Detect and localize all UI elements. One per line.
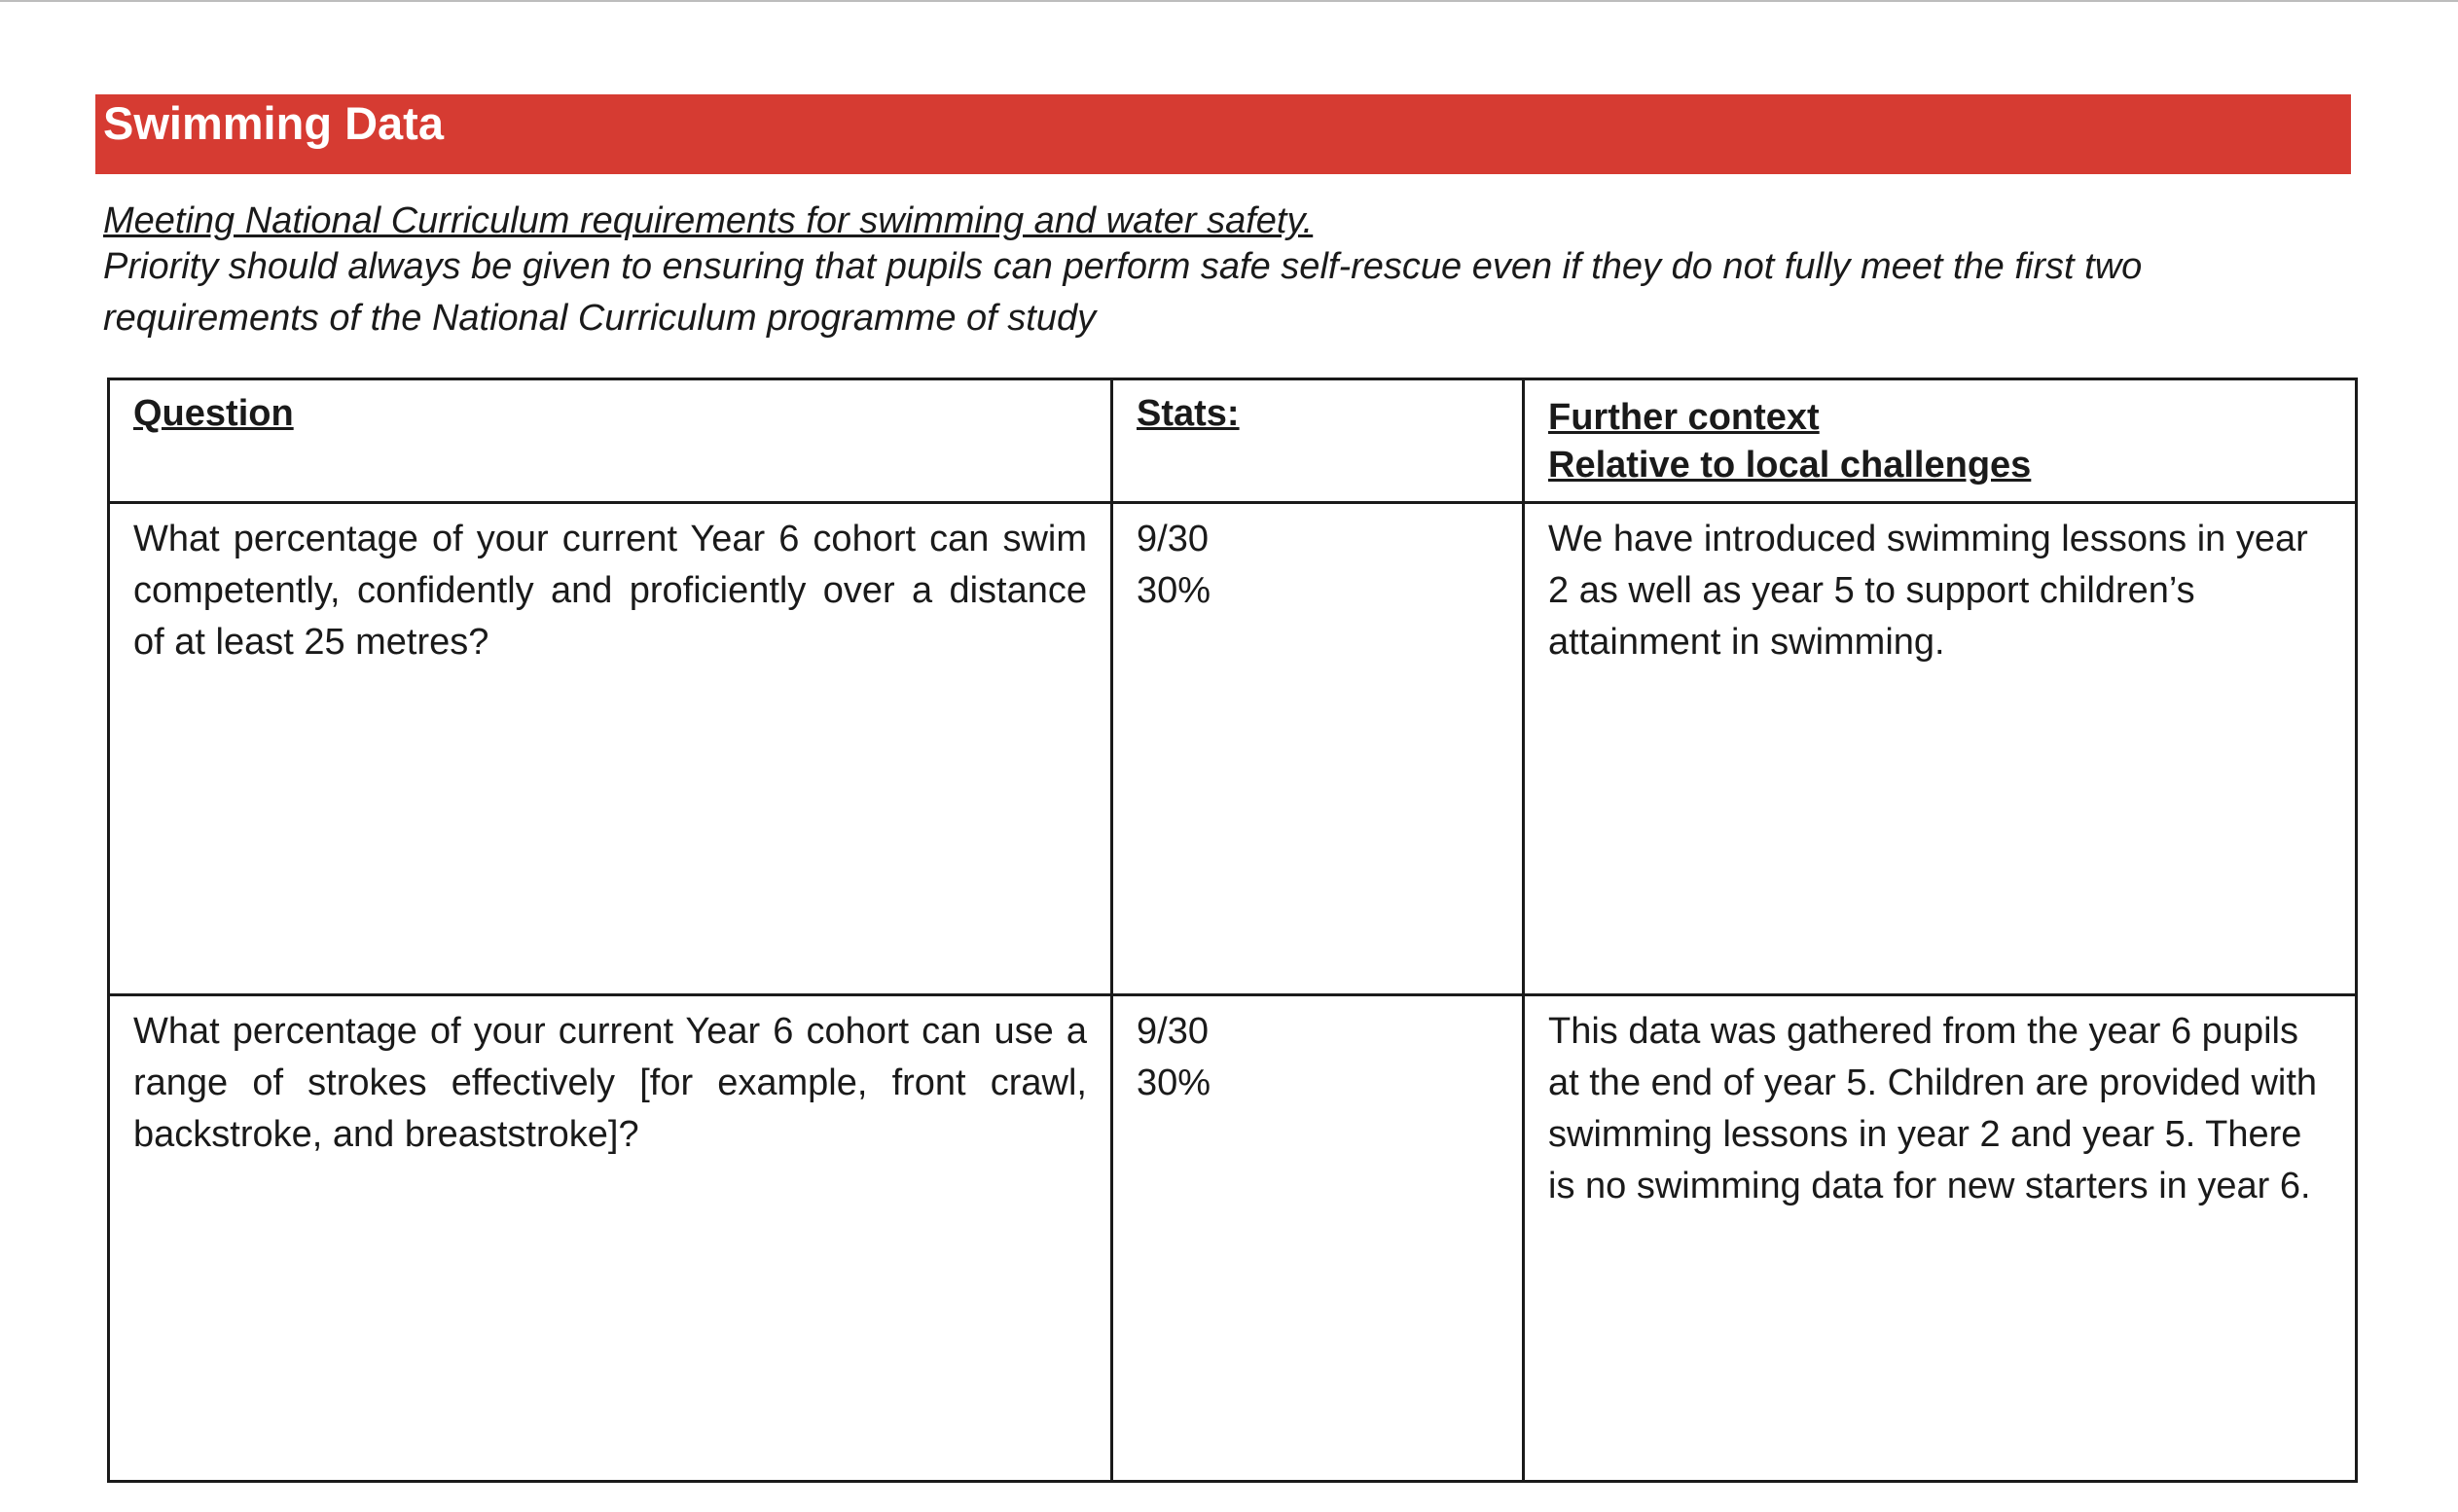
header-question: Question xyxy=(133,393,294,434)
header-stats-cell xyxy=(1112,379,1524,503)
stat-fraction: 9/30 xyxy=(1137,1011,1209,1052)
table-row xyxy=(109,503,2357,995)
intro-text xyxy=(103,200,2370,344)
swimming-data-table xyxy=(107,378,2358,1483)
stat-fraction: 9/30 xyxy=(1137,519,1209,559)
intro-subheading: Meeting National Curriculum requirements for swimming and water safety. xyxy=(103,200,1314,241)
section-banner xyxy=(95,94,2351,174)
intro-note-line-2: requirements of the National Curriculum programme of study xyxy=(103,298,1097,339)
header-context-cell xyxy=(1524,379,2357,503)
header-question-cell xyxy=(109,379,1112,503)
stats-cell xyxy=(1112,503,1524,995)
context-cell: We have introduced swimming lessons in year 2 as well as year 5 to support children’s attainment in swimming. xyxy=(1524,503,2357,995)
header-stats: Stats: xyxy=(1137,393,1240,434)
stat-percent: 30% xyxy=(1137,570,1211,611)
section-title: Swimming Data xyxy=(103,97,444,149)
context-cell: This data was gathered from the year 6 pupils at the end of year 5. Children are provided with swimming lessons in year 2 and year 5. There is no swimming data for new starters in year 6. xyxy=(1524,995,2357,1482)
question-cell: What percentage of your current Year 6 cohort can swim competently, confidently and proficiently over a distance of at least 25 metres? xyxy=(109,503,1112,995)
question-cell: What percentage of your current Year 6 cohort can use a range of strokes effectively [for example, front crawl, backstroke, and breaststroke]? xyxy=(109,995,1112,1482)
stats-cell xyxy=(1112,995,1524,1482)
header-context-line-1: Further context xyxy=(1548,397,1820,438)
intro-note-line-1: Priority should always be given to ensuring that pupils can perform safe self-rescue even if they do not fully meet the first two xyxy=(103,246,2143,287)
table-header-row xyxy=(109,379,2357,503)
table-row xyxy=(109,995,2357,1482)
header-context-line-2: Relative to local challenges xyxy=(1548,445,2032,486)
stat-percent: 30% xyxy=(1137,1062,1211,1103)
